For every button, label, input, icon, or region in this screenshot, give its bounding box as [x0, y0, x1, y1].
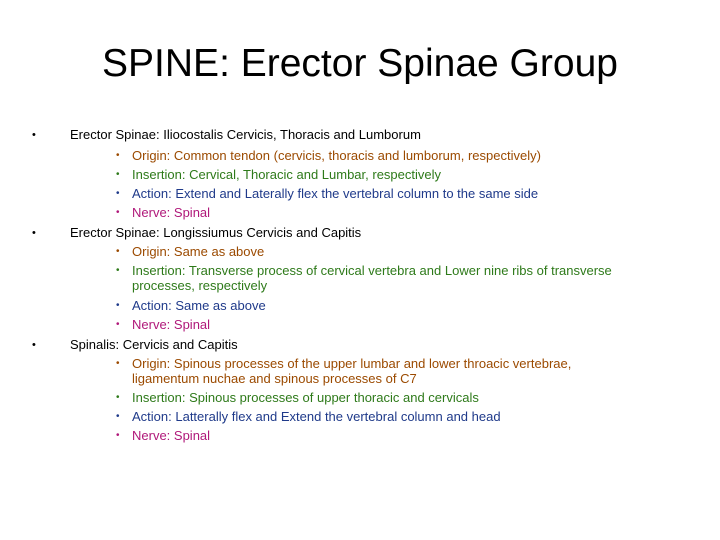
bullet-icon: •: [116, 246, 120, 257]
list-item-origin-continued: ligamentum nuchae and spinous processes of C7: [132, 371, 417, 386]
bullet-icon: •: [116, 188, 120, 199]
list-item-insertion: Insertion: Transverse process of cervical vertebra and Lower nine ribs of transverse: [132, 263, 612, 278]
list-item-insertion-continued: processes, respectively: [132, 278, 268, 293]
list-item-origin: Origin: Spinous processes of the upper lumbar and lower throacic vertebrae,: [132, 356, 572, 371]
list-item-action: Action: Same as above: [132, 298, 266, 313]
list-item-insertion: Insertion: Spinous processes of upper thoracic and cervicals: [132, 390, 479, 405]
list-item-origin: Origin: Same as above: [132, 244, 265, 259]
list-item-nerve: Nerve: Spinal: [132, 205, 211, 220]
bullet-icon: •: [116, 207, 120, 218]
bullet-icon: •: [116, 319, 120, 330]
bullet-icon: •: [116, 169, 120, 180]
list-item-nerve: Nerve: Spinal: [132, 317, 211, 332]
slide-title: SPINE: Erector Spinae Group: [102, 42, 618, 85]
list-item-action: Action: Latterally flex and Extend the vertebral column and head: [132, 409, 501, 424]
bullet-icon: •: [116, 150, 120, 161]
list-item-origin: Origin: Common tendon (cervicis, thoracis and lumborum, respectively): [132, 148, 541, 163]
bullet-icon: •: [32, 227, 36, 239]
bullet-icon: •: [32, 339, 36, 351]
bullet-icon: •: [116, 430, 120, 441]
bullet-icon: •: [116, 392, 120, 403]
list-item-nerve: Nerve: Spinal: [132, 428, 211, 443]
group-heading: Spinalis: Cervicis and Capitis: [70, 337, 238, 352]
group-heading: Erector Spinae: Longissiumus Cervicis and Capitis: [70, 225, 362, 240]
bullet-icon: •: [116, 300, 120, 311]
list-item-action: Action: Extend and Laterally flex the vertebral column to the same side: [132, 186, 539, 201]
bullet-icon: •: [116, 265, 120, 276]
list-item-insertion: Insertion: Cervical, Thoracic and Lumbar, respectively: [132, 167, 442, 182]
group-heading: Erector Spinae: Iliocostalis Cervicis, Thoracis and Lumborum: [70, 127, 421, 142]
bullet-icon: •: [32, 129, 36, 141]
bullet-icon: •: [116, 411, 120, 422]
bullet-icon: •: [116, 358, 120, 369]
